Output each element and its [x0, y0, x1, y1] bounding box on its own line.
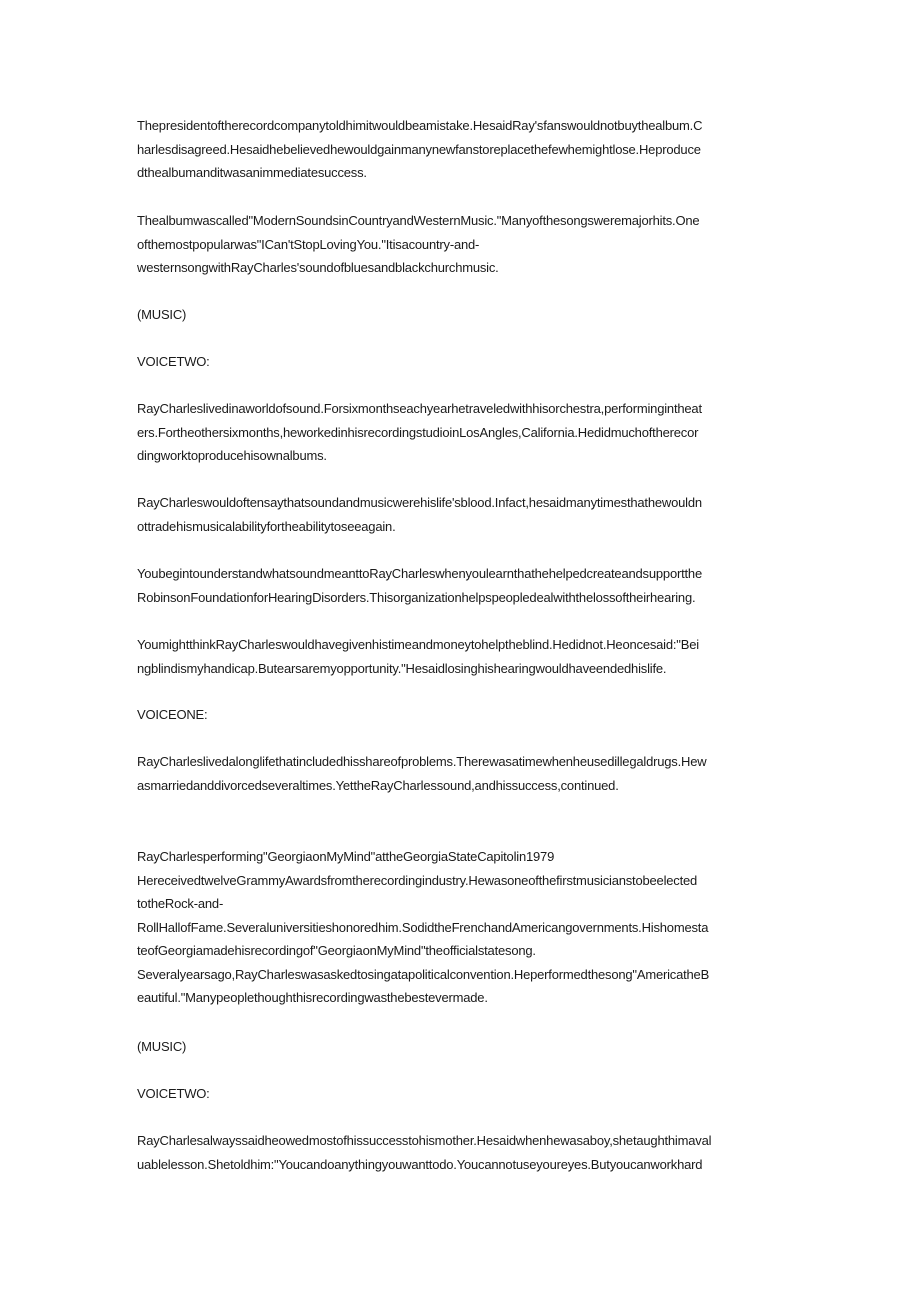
text-line: eautiful."Manypeoplethoughthisrecordingwasthebestevermade.	[137, 990, 488, 1005]
text-line: RayCharleswouldoftensaythatsoundandmusicwerehislife'sblood.Infact,hesaidmanytimesthathewouldn	[137, 495, 702, 510]
text-line: VOICETWO:	[137, 354, 210, 369]
text-line: dthealbumanditwasanimmediatesuccess.	[137, 165, 367, 180]
text-line: teofGeorgiamadehisrecordingof"GeorgiaonMyMind"theofficialstatesong.	[137, 943, 536, 958]
text-line: westernsongwithRayCharles'soundofbluesandblackchurchmusic.	[137, 260, 499, 275]
speaker-label	[137, 350, 787, 374]
music-cue	[137, 1035, 787, 1059]
text-line: uablelesson.Shetoldhim:"Youcandoanythingyouwanttodo.Youcannotuseyoureyes.Butyoucanworkhard	[137, 1156, 703, 1172]
speaker-label	[137, 1082, 787, 1106]
paragraph-handicap-quote	[137, 633, 787, 680]
text-line: Thepresidentoftherecordcompanytoldhimitwouldbeamistake.HesaidRay'sfanswouldnotbuythealbum.C	[137, 118, 703, 133]
text-line: ottradehismusicalabilityfortheabilitytoseeagain.	[137, 518, 396, 534]
text-line: ofthemostpopularwas"ICan'tStopLovingYou."Itisacountry-and-	[137, 236, 480, 252]
text-line: Severalyearsago,RayCharleswasaskedtosingatapoliticalconvention.Heperformedthesong"AmericatheB	[137, 966, 710, 982]
text-line: YoumightthinkRayCharleswouldhavegivenhistimeandmoneytohelptheblind.Hedidnot.Heoncesaid:"Bei	[137, 637, 699, 652]
paragraph-album-decision	[137, 114, 787, 185]
text-line: totheRock-and-	[137, 896, 224, 911]
paragraph-problems	[137, 750, 787, 797]
text-line: asmarriedanddivorcedseveraltimes.YettheRayCharlessound,andhissuccess,continued.	[137, 777, 619, 793]
paragraph-awards	[137, 845, 787, 1010]
paragraph-album-name	[137, 209, 787, 280]
music-cue	[137, 303, 787, 327]
text-line: ers.Fortheothersixmonths,heworkedinhisrecordingstudioinLosAngles,California.Hedidmuchoftherecor	[137, 424, 699, 440]
text-line: dingworktoproducehisownalbums.	[137, 448, 327, 463]
text-line: RayCharlesalwayssaidheowedmostofhissuccesstohismother.Hesaidwhenhewasaboy,shetaughthimaval	[137, 1133, 712, 1148]
text-line: harlesdisagreed.Hesaidhebelievedhewouldgainmanynewfanstoreplacethefewhemightlose.Heproduce	[137, 141, 701, 157]
text-line: RayCharleslivedinaworldofsound.Forsixmonthseachyearhetraveledwithhisorchestra,performingintheat	[137, 401, 702, 416]
paragraph-mother-lesson	[137, 1129, 787, 1176]
text-line: (MUSIC)	[137, 1039, 187, 1054]
text-line: RollHallofFame.Severaluniversitieshonoredhim.SodidtheFrenchandAmericangovernments.Hishomesta	[137, 919, 709, 935]
text-line: YoubegintounderstandwhatsoundmeanttoRayCharleswhenyoulearnthathehelpedcreateandsupportthe	[137, 566, 702, 581]
text-line: RobinsonFoundationforHearingDisorders.Thisorganizationhelpspeopledealwiththelossoftheirhearing.	[137, 589, 696, 605]
paragraph-lifes-blood	[137, 491, 787, 538]
text-line: VOICEONE:	[137, 707, 208, 722]
text-line: HereceivedtwelveGrammyAwardsfromtherecordingindustry.Hewasoneofthefirstmusicianstobeelected	[137, 872, 698, 888]
speaker-label	[137, 703, 787, 727]
paragraph-robinson-foundation	[137, 562, 787, 609]
text-line: (MUSIC)	[137, 307, 187, 322]
text-line: RayCharleslivedalonglifethatincludedhisshareofproblems.Therewasatimewhenheusedillegaldrugs.Hew	[137, 754, 707, 769]
text-line: RayCharlesperforming"GeorgiaonMyMind"attheGeorgiaStateCapitolin1979	[137, 849, 555, 864]
text-line: ngblindismyhandicap.Butearsaremyopportunity."Hesaidlosinghishearingwouldhaveendedhislife.	[137, 660, 667, 676]
paragraph-world-of-sound	[137, 397, 787, 468]
text-line: VOICETWO:	[137, 1086, 210, 1101]
text-line: Thealbumwascalled"ModernSoundsinCountryandWesternMusic."Manyofthesongsweremajorhits.One	[137, 213, 700, 228]
